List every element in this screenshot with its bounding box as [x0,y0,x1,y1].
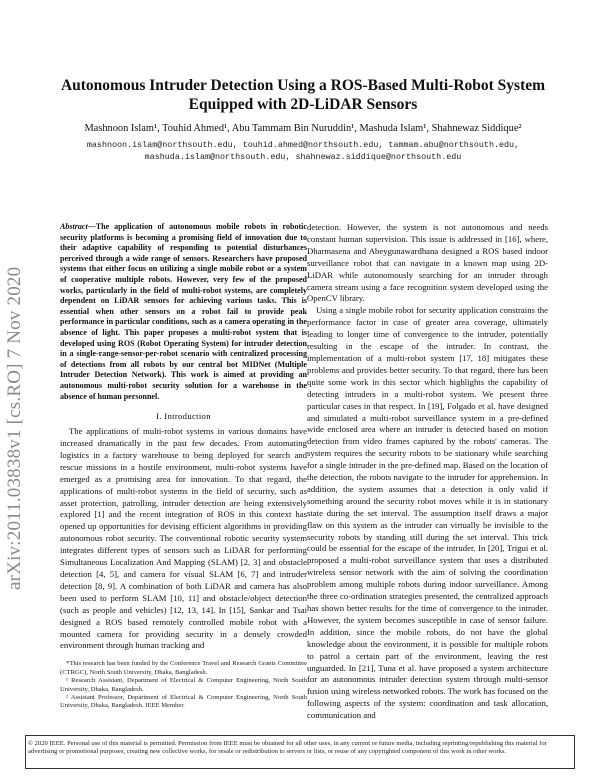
intro-continuation: detection. However, the system is not autonomous and needs constant human supervision. This issue is addressed in [16], where, Dharmasena and Abeygunawardhana designed a ROS based indoor surveillance robot that can navigate in a known map using 2D-LiDAR while autonomously searching for an intruder through camera stream using a face recognition system developed using the OpenCV library. [307,222,548,304]
intro-paragraph-2: Using a single mobile robot for security application constrains the performance factor in case of greater area coverage, ultimately leading to longer time of convergence to the intruder, potentially resulting in the escape of the intruder. In contrast, the implementation of a multi-robot system [17, 18] mitigates these problems and provides better security. To that regard, there has been quite some work in this sector which highlights the capability of detecting intruders in a multi-robot system. We present three particular cases in that respect. In [19], Folgado et al. have designed and simulated a multi-robot surveillance system in a pre-defined wide enclosed area where an intruder is detected based on motion detection from video frames captured by the robots' cameras. The system requires the security robots to be stationary while searching for a single intruder in the pre-defined map. Based on the location of the detection, the robots navigate to the intruder for apprehension. In addition, the system assumes that a detection is only valid if something around the security robot moves while it is in stationary state during the set interval. The assumption itself draws a major flaw on this system as the intruder can virtually be invisible to the security robots by standing still during the set interval. This trick could be essential for the escape of the intruder. In [20], Trigui et al. proposed a multi-robot surveillance system that uses a distributed wireless sensor network with the aim of solving the coordination problem among multiple robots during indoor surveillance. Among the three co-ordination strategies presented, the centralized approach has shown better results for the time of convergence to the intruder. However, the system becomes susceptible in case of sensor failure. In addition, since the mobile robots, do not have the global knowledge about the environment, it is possible for multiple robots to patrol a certain part of the environment, leaving the rest unguarded. In [21], Tuna et al. have proposed a system architecture for an autonomous intruder detection system through multi-sensor fusion using wireless networked robots. The work has focused on the following aspects of the system: coordination and task allocation, communication and [307,305,548,721]
arxiv-identifier: arXiv:2011.03838v1 [cs.RO] 7 Nov 2020 [4,266,25,590]
author-emails: mashnoon.islam@northsouth.edu, touhid.ahmed@northsouth.edu, tammam.abu@northsouth.edu, mashuda.islam@northsouth.edu, shahnewaz.siddique@northsouth.edu [86,140,520,162]
footnotes [60,660,307,710]
abstract-text: The application of autonomous mobile robots in robotic security platforms is becoming a promising field of innovation due to their adaptive capability of responding to potential disturbances perceived through a wide range of sensors. Researchers have proposed systems that either focus on utilizing a single mobile robot or a system of cooperative multiple robots. However, very few of the proposed works, particularly in the field of multi-robot systems, are completely dependent on LiDAR sensors for achieving various tasks. This is essential when other sensors on a robot fail to provide peak performance in particular conditions, such as a camera operating in the absence of light. This paper proposes a multi-robot system that is developed using ROS (Robot Operating System) for intruder detection in a single-range-sensor-per-robot scenario with centralized processing of detections from all robots by our central bot MIDNet (Multiple Intruder Detection Network). This work is aimed at providing an autonomous multi-robot security solution for a warehouse in the absence of human personnel. [60,222,307,401]
paper-title: Autonomous Intruder Detection Using a ROS-Based Multi-Robot System Equipped with 2D-LiDAR Sensors [60,77,546,113]
intro-paragraph: The applications of multi-robot systems in various domains have increased dramatically in the past few decades. From automating logistics in a factory warehouse to being deployed for search and rescue missions in a hostile environment, multi-robot systems have emerged as a promising area for innovation. To that regard, the applications of multi-robot systems in the field of security, such as asset protection, patrolling, intruder detection are being extensively explored [1] and the recent integration of ROS in this context has opened up opportunities for devising efficient algorithms in providing autonomous robot security. The conventional robotic security system integrates different types of sensors such as LiDAR for performing Simultaneous Localization And Mapping (SLAM) [2, 3] and obstacle detection [4, 5], and camera for visual SLAM [6, 7] and intruder detection [8, 9]. A combination of both LiDAR and camera has also been used to perform SLAM [10, 11] and obstacle/object detection (such as people and vehicles) [12, 13, 14]. In [15], Sankar and Tsai designed a ROS based remotely controlled mobile robot with a mounted camera for providing security in a densely crowded environment through human tracking and [60,426,307,651]
copyright-text: © 2020 IEEE. Personal use of this material is permitted. Permission from IEEE must be obtained for all other uses, in any current or future media, including reprinting/republishing this material for advertising or promotional purposes, creating new collective works, for resale or redistribution to servers or lists, or reuse of any copyrighted component of this work in other works. [28,740,547,756]
abstract-lead: Abstract— [60,222,96,231]
section-heading: I. Introduction [156,411,211,422]
abstract [60,222,307,402]
left-column [60,222,307,711]
copyright-border [25,735,575,769]
author-list: Mashnoon Islam¹, Touhid Ahmed¹, Abu Tammam Bin Nuruddin¹, Mashuda Islam¹, Shahnewaz Siddique² [84,123,522,134]
footnote-affiliation-2: ² Assistant Professor, Department of Electrical & Computer Engineering, North South University, Dhaka, Bangladesh. IEEE Member. [60,693,307,710]
right-column [307,222,548,722]
copyright-notice [28,740,572,757]
footnote-funding: *This research has been funded by the Conference Travel and Research Grants Committee (CTRGC), North South University, Dhaka, Bangladesh. [60,660,307,676]
footnote-affiliation-1: ¹ Research Assistant, Department of Electrical & Computer Engineering, North South University, Dhaka, Bangladesh. [60,677,307,693]
